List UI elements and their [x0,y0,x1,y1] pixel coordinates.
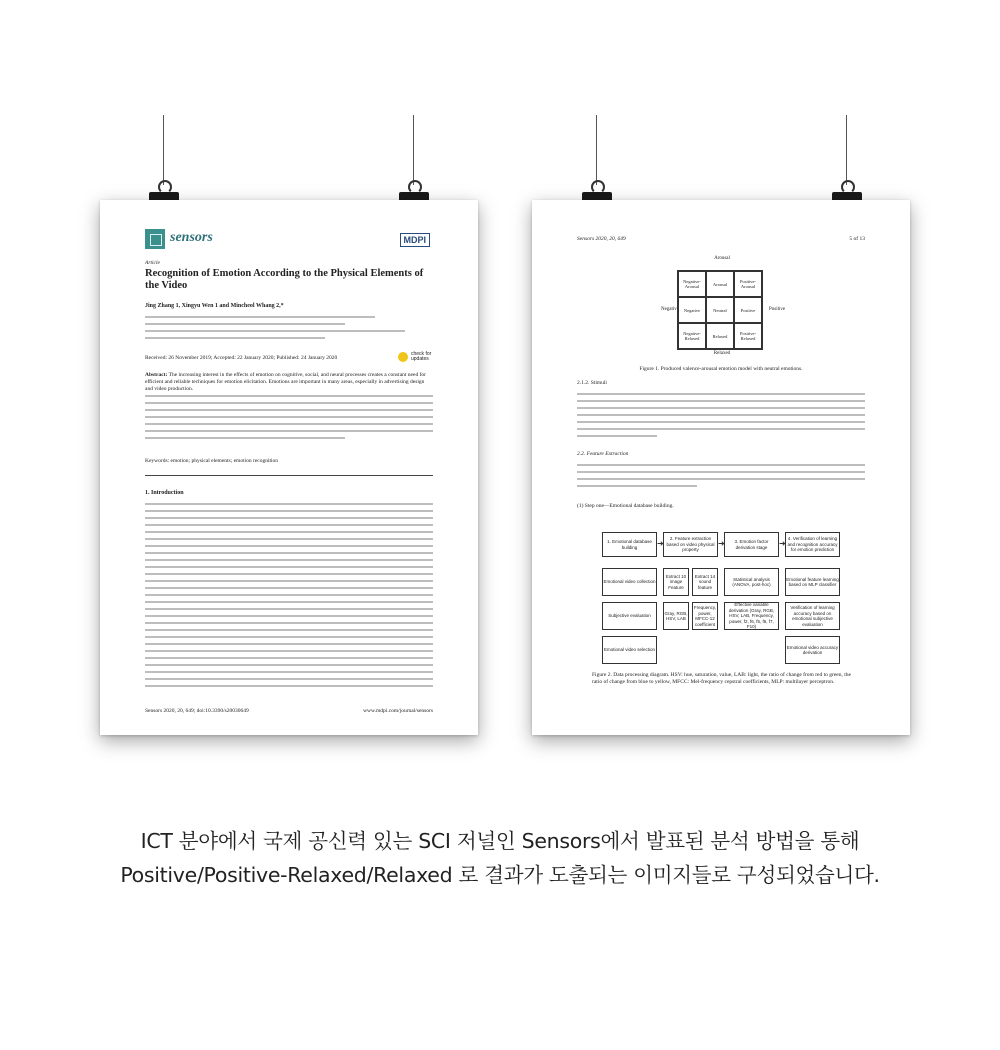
sensors-logo-icon [145,229,165,249]
emotion-model-grid [677,270,763,350]
page-header-right: 5 of 13 [849,236,865,242]
grid-cell: Relaxed [706,323,734,349]
grid-cell: Neutral [706,297,734,323]
paper-title: Recognition of Emotion According to the Physical Elements of the Video [145,268,424,291]
abstract-lines [145,395,433,444]
abstract-body: The increasing interest in the effects of emotion on cognitive, social, and neural processes creates a constant need for efficient and reliable techniques for emotion elicitation. Emotions are important in many areas, especially in advertising design and video production. [145,372,426,392]
paper-page-2 [532,200,910,735]
grid-cell: Positive [734,297,762,323]
footer-left: Sensors 2020, 20, 649; doi:10.3390/s20030649 [145,708,249,714]
received-dates: Received: 26 November 2019; Accepted: 22 January 2020; Published: 24 January 2020 [145,355,338,361]
footer-right: www.mdpi.com/journal/sensors [363,708,433,714]
hanging-wire [163,115,164,185]
caption-line-2: Positive/Positive-Relaxed/Relaxed 로 결과가 도출되는 이미지들로 구성되었습니다. [120,863,880,887]
figure2-caption: Figure 2. Data processing diagram. HSV: hue, saturation, value, LAB: light, the ratio of change from red to green, the ratio of change from blue to yellow, MFCC: Mel-frequency cepstral coefficients, MLP: multilayer perceptron. [592,672,851,685]
flow-box: Effective variable derivation (Gray, RGB, HSV, LAB, Frequency, power, f2, f6, f5, f6, f7, F10) [724,602,779,630]
journal-brand: sensors [170,230,213,245]
arrow-right-icon: ➜ [718,539,725,548]
grid-cell: Arousal [706,271,734,297]
paper-page-1 [100,200,478,735]
flow-box: Statistical analysis (ANOVA, post-hoc) [724,568,779,596]
check-updates-label: check for updates [411,351,432,362]
article-label: Article [145,260,160,266]
flow-box: Extract 14 sound feature [692,568,718,596]
divider [145,475,433,476]
flow-box: 2. Feature extraction based on video physical property [663,532,718,557]
grid-cell: Positive-Relaxed [734,323,762,349]
grid-cell: Negative-Relaxed [678,323,706,349]
flow-box: Subjective evaluation [602,602,657,630]
flow-box: Verification of learning accuracy based on emotional subjective evaluation [785,602,840,630]
grid-cell: Positive-Arousal [734,271,762,297]
page-header-left: Sensors 2020, 20, 649 [577,236,626,242]
axis-negative: Negative [660,307,679,312]
flow-box: Emotional video collection [602,568,657,596]
affiliation-lines [145,316,433,344]
arrow-right-icon: ➜ [779,539,786,548]
section-heading: 1. Introduction [145,490,184,496]
axis-positive: Positive [769,307,786,312]
axis-arousal: Arousal [714,256,730,261]
caption-line-1: ICT 분야에서 국제 공신력 있는 SCI 저널인 Sensors에서 발표된 분석 방법을 통해 [140,829,860,853]
flow-box: 1. Emotional database building [602,532,657,557]
flow-box: Gray, RGB, HSV, LAB [663,602,689,630]
step-one-label: (1) Step one—Emotional database building. [577,503,674,509]
hanging-wire [413,115,414,185]
subsection-feature-extraction: 2.2. Feature Extraction [577,451,629,457]
grid-cell: Negative [678,297,706,323]
axis-relaxed: Relaxed [713,351,731,356]
paper-authors: Jing Zhang 1, Xingyu Wen 1 and Mincheol Whang 2,* [145,303,284,309]
flow-box: Emotional feature learning based on MLP classifier [785,568,840,596]
flow-box: Extract 10 image Feature [663,568,689,596]
flow-box: Emotional video accuracy derivation [785,636,840,664]
flow-box: Frequency, power, MFCC-12 coefficient [692,602,718,630]
flow-box: 3. Emotion factor derivation stage [724,532,779,557]
hanging-wire [846,115,847,185]
figure1-caption: Figure 1. Produced valence-arousal emotion model with neutral emotions. [639,366,803,372]
keywords: Keywords: emotion; physical elements; emotion recognition [145,458,279,464]
feature-text-lines [577,464,865,492]
flow-box: 4. Verification of learning and recognition accuracy for emotion prediction [785,532,840,557]
grid-cell: Negative-Arousal [678,271,706,297]
stimuli-text-lines [577,393,865,442]
subsection-stimuli: 2.1.2. Stimuli [577,380,607,386]
flow-box: Emotional video selection [602,636,657,664]
abstract-text [145,372,433,393]
check-updates-icon [398,352,408,362]
body-text-lines [145,503,433,692]
hanging-wire [596,115,597,185]
abstract-label: Abstract: [145,372,168,378]
arrow-right-icon: ➜ [657,539,664,548]
publisher-logo: MDPI [400,233,431,247]
